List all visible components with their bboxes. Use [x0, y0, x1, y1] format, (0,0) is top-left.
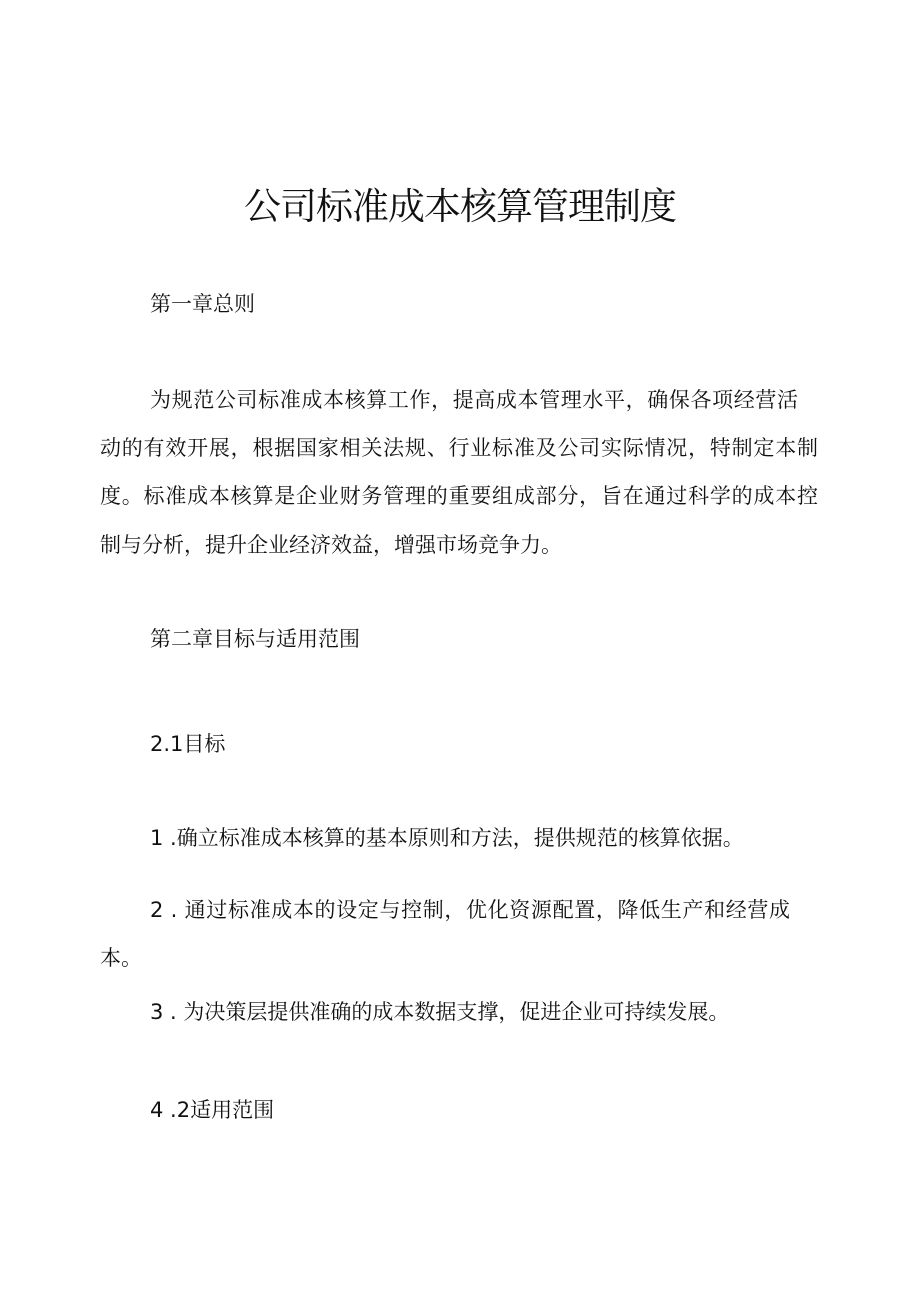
para1-line4: 制与分析，提升企业经济效益，增强市场竞争力。: [100, 533, 562, 557]
para1-line1: 为规范公司标准成本核算工作，提高成本管理水平，确保各项经营活: [150, 388, 798, 412]
goal-item-2-line2: 本。: [100, 946, 142, 970]
section-2-1-heading: 2.1目标: [150, 732, 226, 756]
para1-line2: 动的有效开展，根据国家相关法规、行业标准及公司实际情况，特制定本制: [100, 436, 818, 460]
goal-item-2-line1: 2 . 通过标准成本的设定与控制，优化资源配置，降低生产和经营成: [150, 898, 790, 922]
section-2-2-heading: 4 .2适用范围: [150, 1098, 275, 1122]
chapter2-heading: 第二章目标与适用范围: [150, 627, 360, 651]
document-title: 公司标准成本核算管理制度: [244, 185, 676, 228]
chapter1-heading: 第一章总则: [150, 292, 255, 316]
goal-item-1: 1 .确立标准成本核算的基本原则和方法，提供规范的核算依据。: [150, 826, 744, 850]
goal-item-3: 3 . 为决策层提供准确的成本数据支撑，促进企业可持续发展。: [150, 1000, 730, 1024]
para1-line3: 度。标准成本核算是企业财务管理的重要组成部分，旨在通过科学的成本控: [100, 484, 818, 508]
